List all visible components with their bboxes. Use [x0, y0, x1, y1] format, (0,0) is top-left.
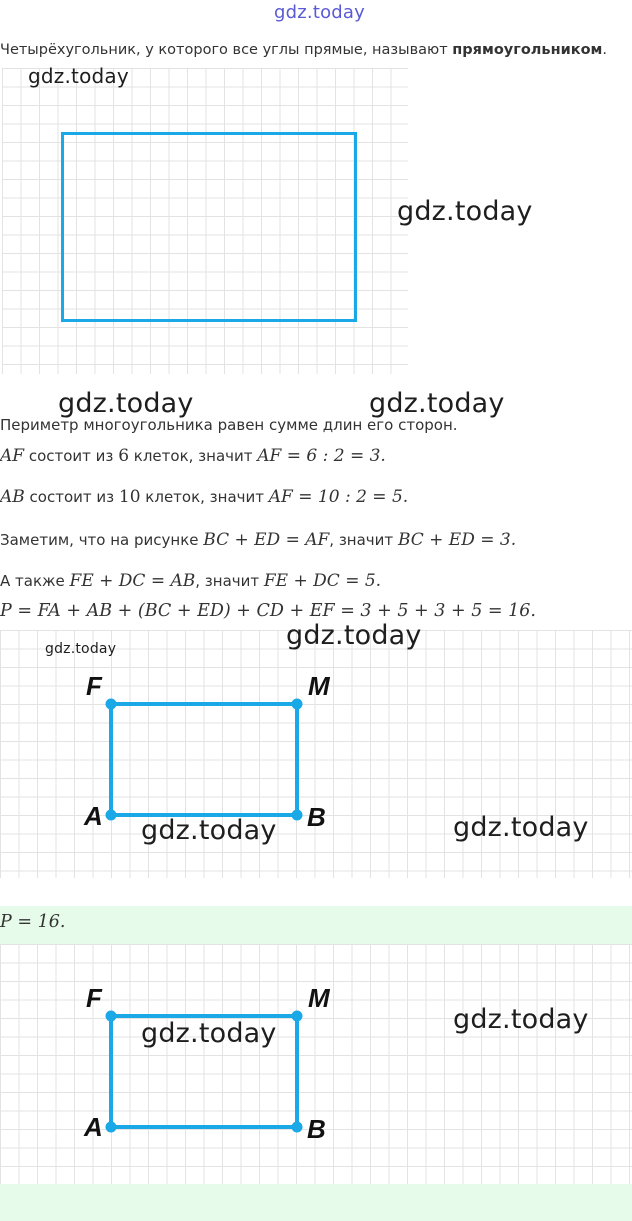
vertex-m-2: [292, 699, 303, 710]
watermark-grid3-center: gdz.today: [141, 1018, 277, 1049]
vertex-a-3: [106, 1122, 117, 1133]
af-symbol: AF: [0, 446, 25, 466]
definition-end: .: [602, 42, 608, 58]
label-a-3: A: [84, 1112, 103, 1142]
label-a-2: A: [84, 801, 103, 831]
note-formula-2: BC + ED = 3.: [397, 530, 517, 550]
vertex-f-3: [106, 1011, 117, 1022]
vertex-a-2: [106, 810, 117, 821]
af-text-1: состоит из: [24, 447, 119, 465]
watermark-grid3-right: gdz.today: [453, 1004, 589, 1035]
watermark-grid1: gdz.today: [28, 64, 129, 88]
watermark-right1: gdz.today: [397, 196, 533, 227]
vertex-m-3: [292, 1011, 303, 1022]
label-m-2: M: [308, 671, 330, 701]
vertex-b-3: [292, 1122, 303, 1133]
also-formula-2: FE + DC = 5.: [263, 571, 382, 591]
answer-bar: [0, 906, 632, 944]
ab-text-1: состоит из: [24, 488, 119, 506]
also-line: [0, 571, 381, 591]
vertex-f-2: [106, 699, 117, 710]
note-text-1: Заметим, что на рисунке: [0, 531, 204, 549]
also-text-1: А также: [0, 572, 70, 590]
rectangle-figure-3: [0, 944, 632, 1184]
label-b-3: B: [307, 1114, 326, 1144]
bottom-bar: [0, 1184, 632, 1221]
watermark-grid2-top: gdz.today: [286, 620, 422, 651]
label-m-3: M: [308, 983, 330, 1013]
perimeter-line: Периметр многоугольника равен сумме длин его сторон.: [0, 416, 458, 434]
note-line: [0, 530, 516, 550]
af-line: [0, 446, 386, 466]
watermark-top: gdz.today: [274, 2, 366, 23]
rectangle-figure-1: [61, 132, 357, 322]
watermark-grid2-right: gdz.today: [453, 812, 589, 843]
rect-fmab-2: [111, 704, 297, 815]
also-formula-1: FE + DC = AB: [69, 571, 196, 591]
also-text-2: , значит: [195, 572, 264, 590]
definition-main: Четырёхугольник, у которого все углы прямые, называют: [0, 42, 453, 58]
af-text-2: клеток, значит: [129, 447, 258, 465]
watermark-mid-right: gdz.today: [369, 388, 505, 419]
label-b-2: B: [307, 802, 326, 832]
ab-symbol: AB: [0, 487, 25, 507]
ab-formula: AF = 10 : 2 = 5.: [268, 487, 409, 507]
af-count: 6: [118, 446, 130, 466]
perimeter-formula: P = FA + AB + (BC + ED) + CD + EF = 3 + 5 + 3 + 5 = 16.: [0, 601, 536, 621]
watermark-grid2-center: gdz.today: [141, 815, 277, 846]
vertex-b-2: [292, 810, 303, 821]
label-f-3: F: [86, 983, 102, 1013]
answer-text: P = 16.: [0, 912, 66, 932]
ab-line: [0, 487, 408, 507]
note-text-2: , значит: [329, 531, 398, 549]
note-formula-1: BC + ED = AF: [203, 530, 330, 550]
label-f-2: F: [86, 671, 102, 701]
ab-count: 10: [118, 487, 141, 507]
definition-text: [0, 42, 607, 58]
af-formula: AF = 6 : 2 = 3.: [257, 446, 386, 466]
watermark-mid-left: gdz.today: [58, 388, 194, 419]
watermark-grid2-small: gdz.today: [45, 641, 117, 657]
ab-text-2: клеток, значит: [140, 488, 269, 506]
definition-bold: прямоугольником: [452, 42, 603, 58]
